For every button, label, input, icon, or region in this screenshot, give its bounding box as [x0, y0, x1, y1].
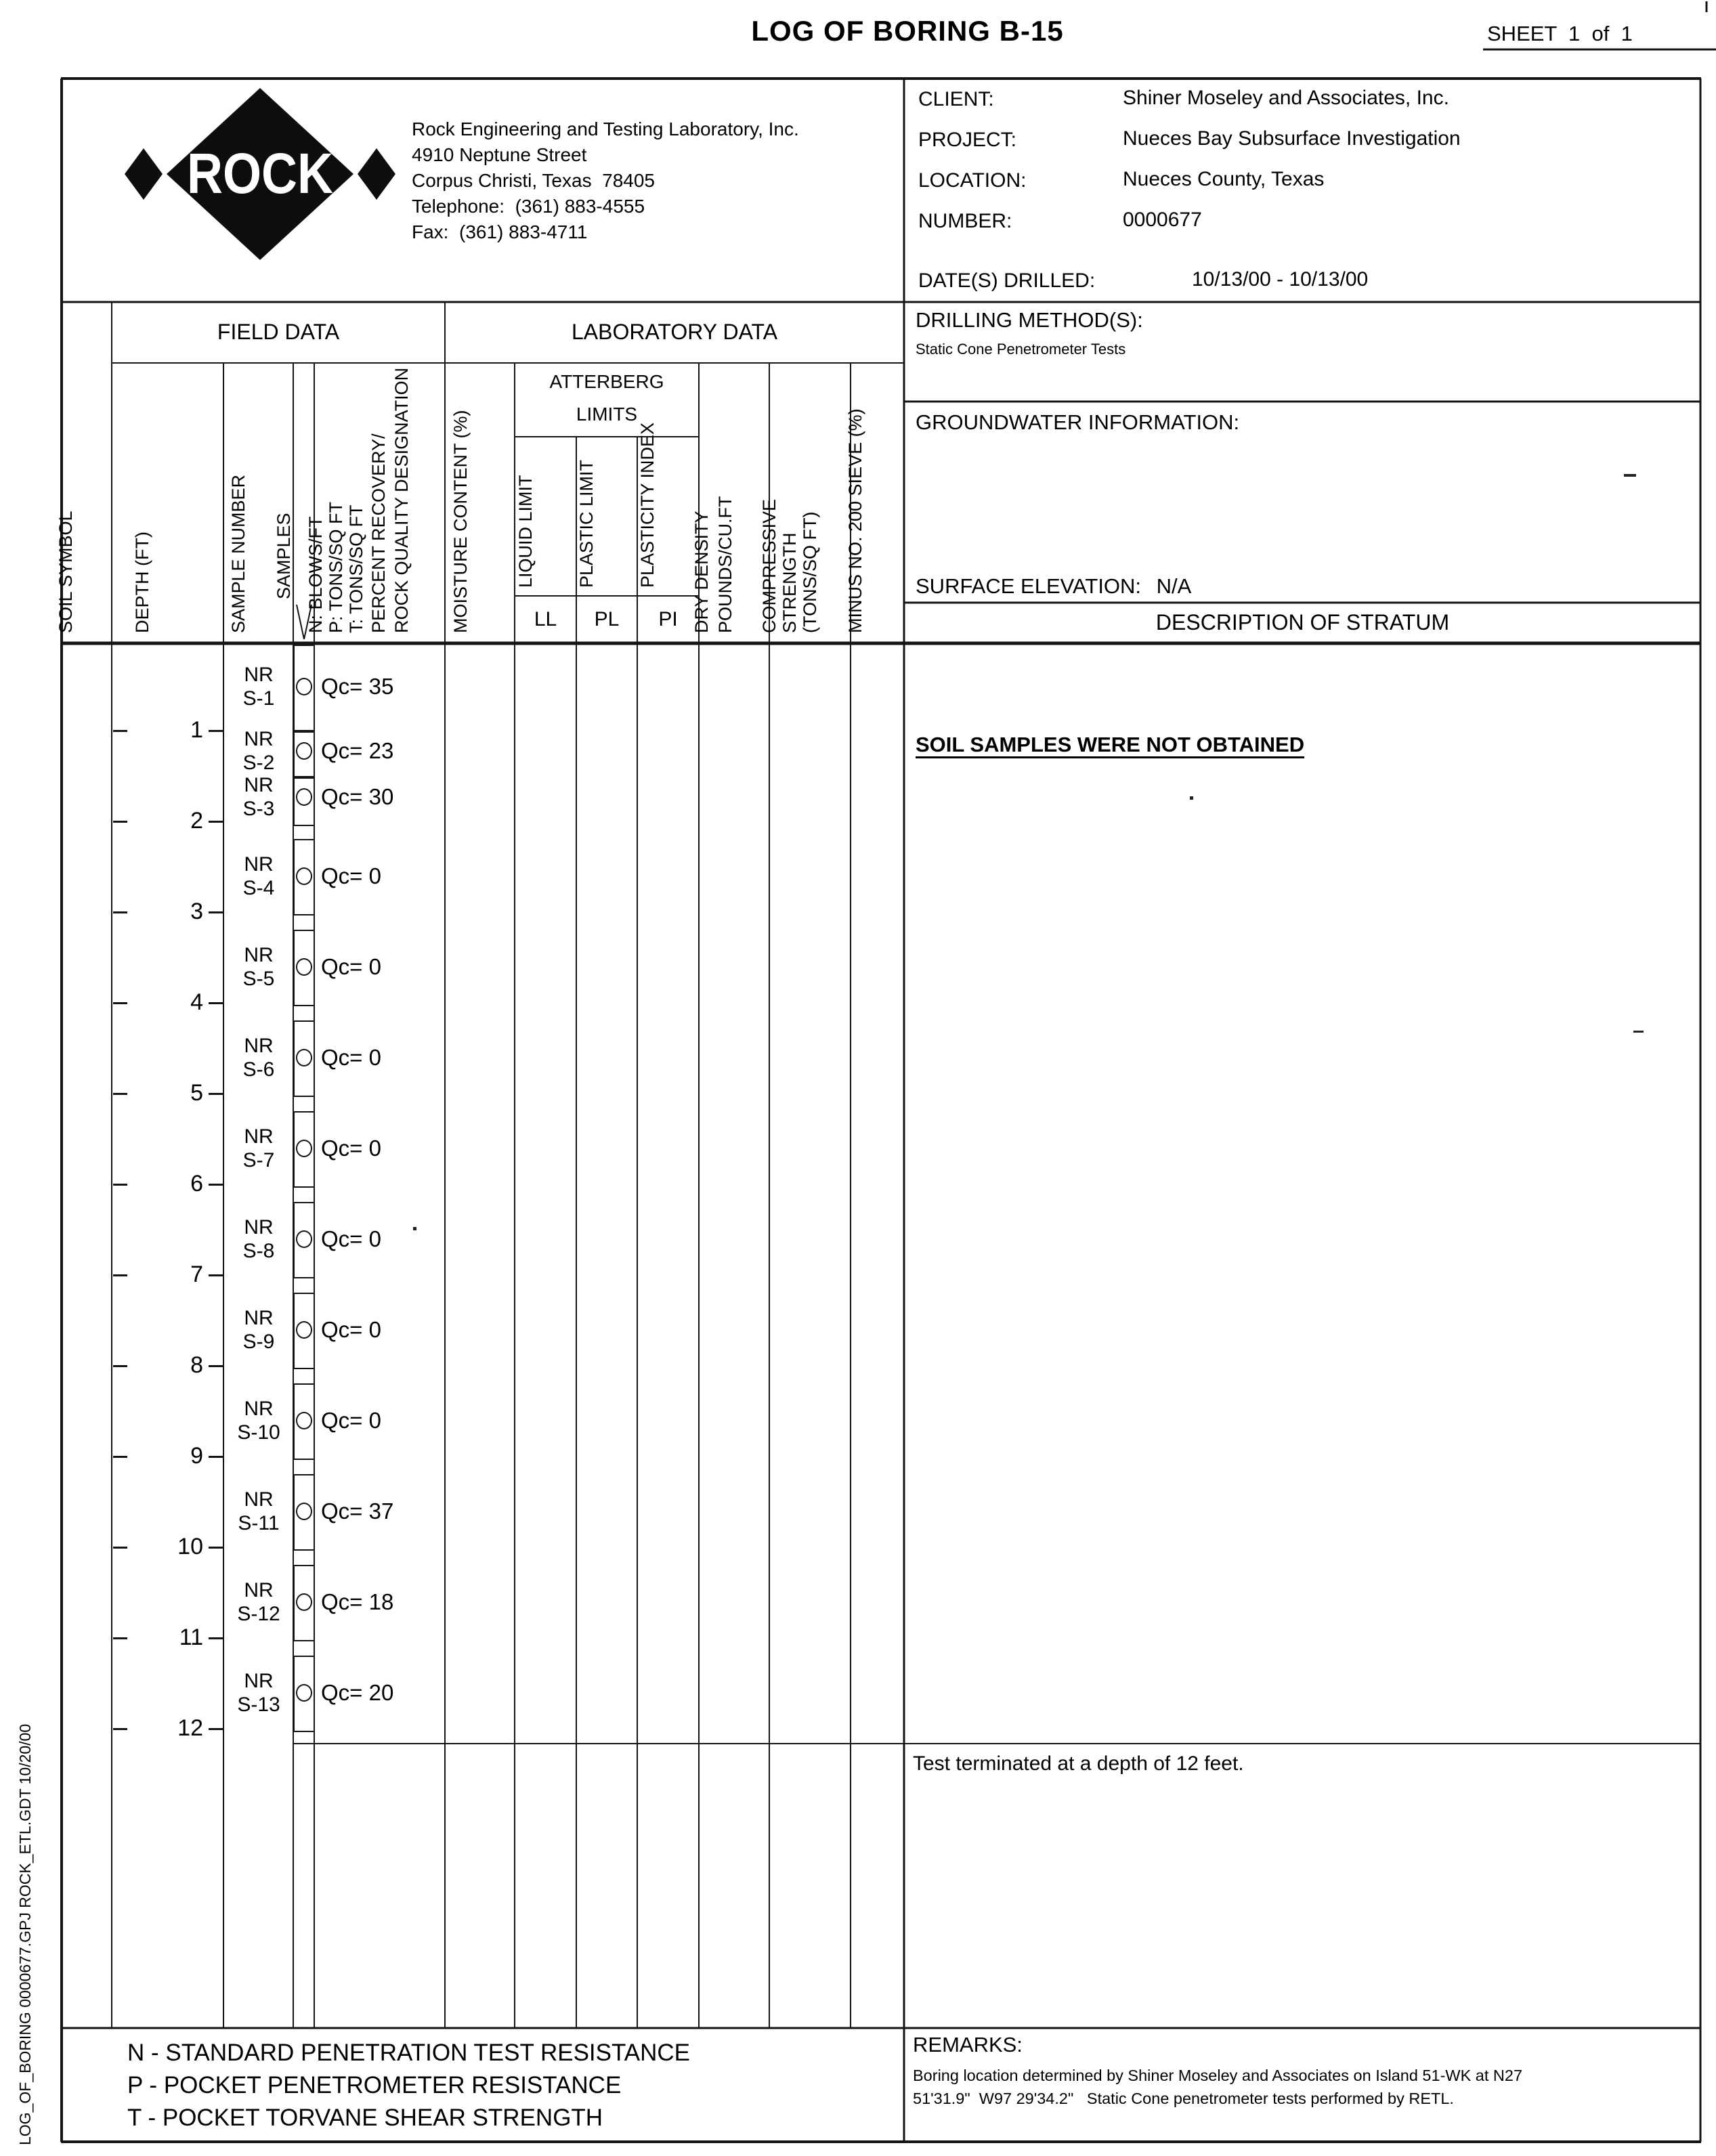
depth-label: 1: [190, 717, 203, 743]
sample-label: [224, 1034, 293, 1081]
surface-elevation-label: SURFACE ELEVATION:: [916, 574, 1142, 598]
col-header-minus-200-sieve: MINUS NO. 200 SIEVE (%): [845, 408, 865, 633]
sample-symbol-circle: [296, 678, 312, 695]
sample-id: S-11: [238, 1512, 280, 1534]
atterberg-title-1: ATTERBERG: [549, 371, 664, 392]
sample-recovery: NR: [244, 1125, 274, 1148]
company-phone: Telephone: (361) 883-4555: [412, 196, 645, 217]
sample-recovery: NR: [244, 1307, 274, 1329]
depth-label: 8: [190, 1352, 203, 1378]
project-label: PROJECT:: [918, 129, 1017, 151]
sample-label: [224, 773, 293, 821]
scan-artifact-dash-2: [1633, 1031, 1644, 1033]
sample-qc-value: Qc= 0: [321, 863, 381, 888]
sample-qc-value: Qc= 30: [321, 784, 394, 809]
scan-artifact-dash-1: [1624, 474, 1636, 477]
termination-note: Test terminated at a depth of 12 feet.: [913, 1752, 1244, 1775]
sample-qc-value: Qc= 0: [321, 1408, 381, 1433]
sample-recovery: NR: [244, 664, 274, 686]
sample-qc-value: Qc= 0: [321, 1045, 381, 1070]
sample-symbol-circle: [296, 1412, 312, 1429]
remarks-line-1: Boring location determined by Shiner Moseley and Associates on Island 51-WK at N27: [913, 2067, 1523, 2084]
sample-recovery: NR: [244, 728, 274, 750]
sample-label: [224, 1125, 293, 1172]
col-header-samples: SAMPLES: [274, 513, 294, 599]
ll-column-label: LL: [534, 608, 557, 630]
depth-label: 4: [190, 989, 203, 1015]
file-stamp-sidebar: LOG_OF_BORING 0000677.GPJ ROCK_ETL.GDT 10/20/00: [16, 1723, 34, 2145]
sample-recovery: NR: [244, 1670, 274, 1692]
remarks-line-2: 51'31.9" W97 29'34.2" Static Cone penetrometer tests performed by RETL.: [913, 2090, 1454, 2107]
legend-line-t: T - POCKET TORVANE SHEAR STRENGTH: [127, 2105, 603, 2131]
sample-id: S-13: [237, 1694, 280, 1716]
sample-id: S-5: [242, 968, 275, 990]
sample-symbol-circle: [296, 742, 312, 760]
sample-qc-value: Qc= 18: [321, 1589, 394, 1614]
sample-label: [224, 1397, 293, 1444]
legend-block: [127, 2037, 690, 2134]
location-label: LOCATION:: [918, 169, 1027, 192]
sample-id: S-8: [242, 1240, 275, 1262]
sample-recovery: NR: [244, 1216, 274, 1238]
sample-id: S-10: [237, 1421, 280, 1444]
sample-id: S-12: [237, 1603, 280, 1625]
sample-label: [224, 1578, 293, 1626]
number-value: 0000677: [1123, 209, 1202, 231]
depth-label: 5: [190, 1080, 203, 1106]
depth-tick-right: [209, 1002, 223, 1004]
sample-recovery: NR: [244, 853, 274, 876]
scan-artifact-dot-1: [1190, 796, 1193, 800]
sample-id: S-6: [242, 1058, 275, 1081]
sample-recovery: NR: [244, 1035, 274, 1057]
sample-qc-value: Qc= 37: [321, 1499, 394, 1524]
col-header-rock-quality-designation: ROCK QUALITY DESIGNATION: [391, 367, 412, 633]
sample-id: S-4: [242, 877, 275, 899]
col-header-liquid-limit: LIQUID LIMIT: [515, 475, 536, 588]
depth-label: 10: [177, 1534, 203, 1559]
sample-recovery: NR: [244, 1579, 274, 1601]
depth-tick-right: [209, 911, 223, 913]
depth-tick-right: [209, 1274, 223, 1276]
depth-label: 7: [190, 1262, 203, 1287]
depth-label: 2: [190, 808, 203, 834]
dates-drilled-value: 10/13/00 - 10/13/00: [1192, 268, 1369, 290]
surface-elevation-value: N/A: [1156, 574, 1192, 598]
depth-tick-right: [209, 1456, 223, 1458]
sample-id: S-1: [242, 687, 275, 710]
col-header-dry-density-1: DRY DENSITY: [691, 511, 712, 633]
scan-artifact-dot-2: [413, 1227, 416, 1230]
depth-tick-right: [209, 1093, 223, 1095]
sample-symbol-circle: [296, 1140, 312, 1157]
col-header-sample-number: SAMPLE NUMBER: [228, 474, 249, 633]
sample-id: S-2: [242, 752, 275, 774]
pi-column-label: PI: [658, 608, 678, 630]
depth-tick-right: [209, 1728, 223, 1730]
soil-samples-note: SOIL SAMPLES WERE NOT OBTAINED: [916, 733, 1305, 756]
sample-symbol-circle: [296, 958, 312, 976]
sample-label: [224, 943, 293, 991]
groundwater-label: GROUNDWATER INFORMATION:: [916, 410, 1240, 434]
sample-symbol-circle: [296, 867, 312, 885]
col-header-p-tons-sqft: P: TONS/SQ FT: [326, 501, 346, 633]
sample-label: [224, 663, 293, 710]
col-header-moisture-content: MOISTURE CONTENT (%): [450, 410, 471, 633]
drilling-method-value: Static Cone Penetrometer Tests: [916, 341, 1126, 358]
depth-label: 9: [190, 1443, 203, 1469]
depth-label: 6: [190, 1171, 203, 1196]
col-header-n-blows-ft: N: BLOWS/FT: [305, 516, 326, 633]
col-header-compressive-1: COMPRESSIVE: [759, 498, 779, 633]
sample-qc-value: Qc= 20: [321, 1680, 394, 1705]
depth-tick-right: [209, 1184, 223, 1186]
depth-tick-right: [209, 1637, 223, 1639]
depth-tick-right: [209, 730, 223, 732]
depth-tick-right: [209, 1547, 223, 1549]
col-header-t-tons-sqft: T: TONS/SQ FT: [346, 504, 366, 633]
sample-label: [224, 1488, 293, 1535]
rock-logo-text: ROCK: [187, 142, 333, 205]
sample-symbol-circle: [296, 1684, 312, 1702]
sample-label: [224, 727, 293, 775]
number-label: NUMBER:: [918, 210, 1012, 232]
sample-label: [224, 1215, 293, 1263]
col-header-soil-symbol: SOIL SYMBOL: [56, 511, 76, 633]
sample-label: [224, 1669, 293, 1717]
sample-symbol-circle: [296, 1230, 312, 1248]
company-name: Rock Engineering and Testing Laboratory, Inc.: [412, 118, 799, 139]
rock-logo-graphic: [123, 85, 397, 265]
sample-qc-value: Qc= 23: [321, 738, 394, 763]
company-fax: Fax: (361) 883-4711: [412, 221, 588, 242]
company-street: 4910 Neptune Street: [412, 144, 587, 165]
client-label: CLIENT:: [918, 88, 994, 110]
col-header-compressive-3: (TONS/SQ FT): [800, 511, 820, 633]
sample-id: S-3: [242, 798, 275, 820]
sample-qc-value: Qc= 0: [321, 1226, 381, 1251]
legend-line-n: N - STANDARD PENETRATION TEST RESISTANCE: [127, 2040, 691, 2066]
col-header-percent-recovery: PERCENT RECOVERY/: [368, 433, 389, 633]
sample-symbol-circle: [296, 1593, 312, 1611]
sample-symbol-circle: [296, 1049, 312, 1066]
sample-symbol-circle: [296, 1503, 312, 1520]
sample-qc-value: Qc= 0: [321, 954, 381, 979]
sample-qc-value: Qc= 0: [321, 1317, 381, 1342]
sample-recovery: NR: [244, 1488, 274, 1511]
col-header-dry-density-2: POUNDS/CU.FT: [715, 496, 735, 633]
company-city: Corpus Christi, Texas 78405: [412, 170, 655, 191]
company-address-block: [412, 116, 799, 245]
depth-tick-right: [209, 821, 223, 823]
depth-label: 12: [177, 1715, 203, 1741]
sheet-number: SHEET 1 of 1: [1487, 22, 1633, 45]
sample-label: [224, 853, 293, 900]
pl-column-label: PL: [594, 608, 620, 630]
depth-tick-right: [209, 1365, 223, 1367]
sample-recovery: NR: [244, 774, 274, 796]
page-title: LOG OF BORING B-15: [751, 15, 1064, 47]
location-value: Nueces County, Texas: [1123, 168, 1325, 190]
col-header-plastic-limit: PLASTIC LIMIT: [576, 459, 597, 588]
atterberg-title-2: LIMITS: [576, 404, 638, 425]
sample-qc-value: Qc= 0: [321, 1136, 381, 1161]
sample-label: [224, 1306, 293, 1354]
sample-id: S-9: [242, 1331, 275, 1353]
col-header-plasticity-index: PLASTICITY INDEX: [637, 422, 658, 588]
col-header-compressive-2: STRENGTH: [779, 532, 800, 633]
col-header-depth: DEPTH (FT): [132, 532, 152, 633]
dates-drilled-label: DATE(S) DRILLED:: [918, 270, 1096, 292]
project-value: Nueces Bay Subsurface Investigation: [1123, 127, 1461, 150]
sample-recovery: NR: [244, 944, 274, 966]
sample-id: S-7: [242, 1149, 275, 1171]
sample-symbol-circle: [296, 788, 312, 806]
remarks-label: REMARKS:: [913, 2033, 1023, 2056]
depth-label: 11: [179, 1624, 203, 1650]
field-data-header: FIELD DATA: [217, 320, 340, 344]
surface-elevation-line: [916, 574, 1191, 599]
description-of-stratum-header: DESCRIPTION OF STRATUM: [1155, 610, 1450, 634]
sample-symbol-circle: [296, 1321, 312, 1339]
laboratory-data-header: LABORATORY DATA: [571, 320, 778, 344]
sample-recovery: NR: [244, 1398, 274, 1420]
drilling-method-label: DRILLING METHOD(S):: [916, 308, 1143, 332]
legend-line-p: P - POCKET PENETROMETER RESISTANCE: [127, 2072, 622, 2098]
company-logo: [123, 85, 397, 269]
sample-qc-value: Qc= 35: [321, 674, 394, 699]
client-value: Shiner Moseley and Associates, Inc.: [1123, 87, 1449, 109]
depth-label: 3: [190, 899, 203, 924]
